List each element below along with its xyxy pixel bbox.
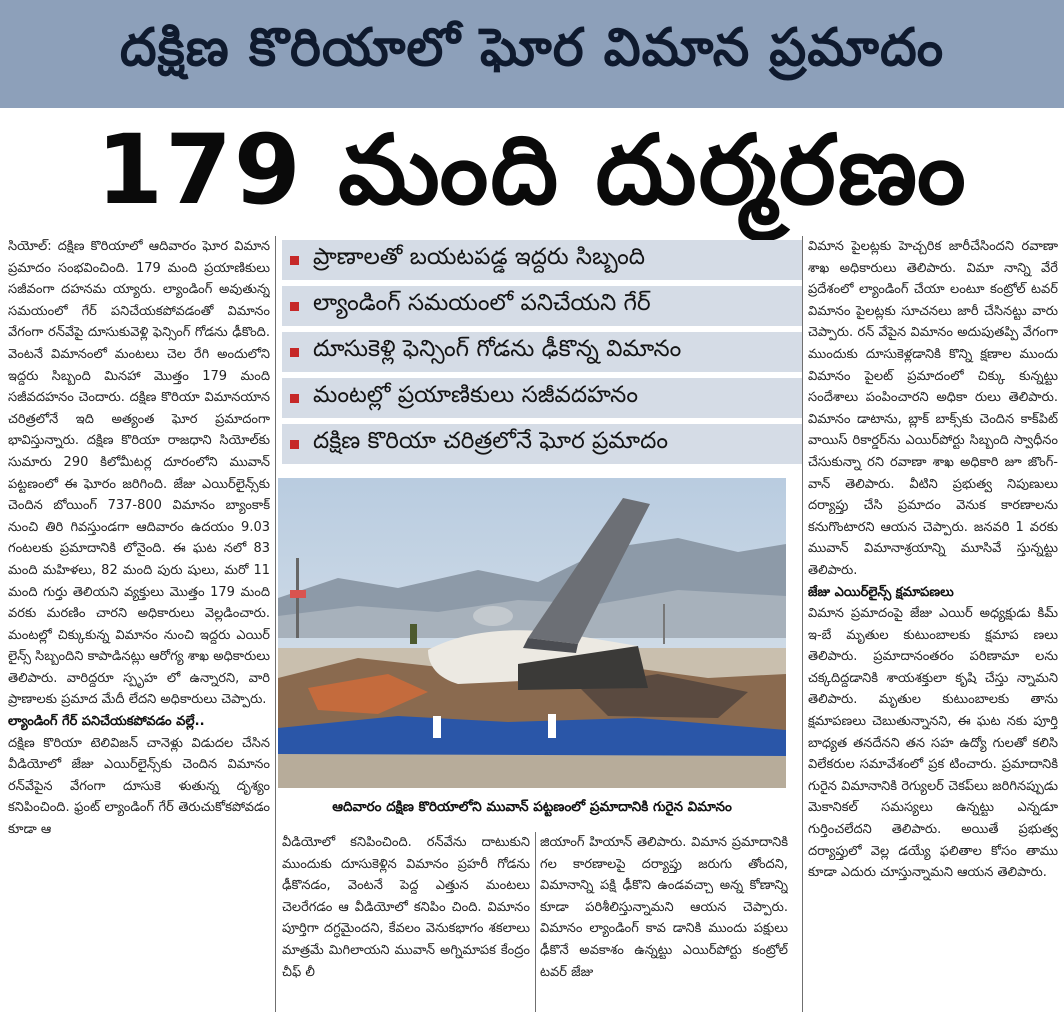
column-divider-1 (275, 236, 276, 1012)
column-1-body: సియోల్: దక్షిణ కొరియాలో ఆదివారం ఘోర విమాన ప్రమాదం సంభవించింది. 179 మంది ప్రయాణికులు సజీవంగా దహనమ య్యారు. ల్యాండింగ్ అవుతున్న సమయంలో గేర్ పనిచేయకపోవడంతో విమానం వేగంగా రన్‌వేపై దూసుకువెళ్లి ఫెన్సింగ్ గోడను ఢీకొంది. వెంటనే విమానంలో మంటలు చెల రేగి అందులోని ఇద్దరు సిబ్బంది మినహా మొత్తం 179 మంది సజీవదహనం చెందారు. దక్షిణ కొరియా విమానయాన చరిత్రలోనే ఇది అత్యంత ఘోర ప్రమాదంగా భావిస్తున్నారు. దక్షిణ కొరియా రాజధాని సియోల్‌కు సుమారు 290 కిలోమీటర్ల దూరంలోని మువాన్ పట్టణంలో ఈ ఘోరం జరిగింది. జేజు ఎయిర్‌లైన్స్‌కు చెందిన బోయింగ్ 737-800 విమానం బ్యాంకాక్ నుంచి తిరి గివస్తుండగా ఆదివారం ఉదయం 9.03 గంటలకు ప్రమాదానికి లోనైంది. ఈ ఘట నలో 83 మంది మహిళలు, 82 మంది పురు షులు, మరో 11 మంది గుర్తు తెలియని వ్యక్తులు మొత్తం 179 మంది వరకు మరణిం చారని అధికారులు వెల్లడించారు. మంటల్లో చిక్కుకున్న విమానం నుంచి ఇద్దరు ఎయిర్ లైన్స్ సిబ్బందిని కాపాడినట్లు ఆరోగ్య శాఖ అధికారులు తెలిపారు. వారిద్దరూ స్పృహ లో ఉన్నారని, వారి ప్రాణాలకు ప్రమాద మేదీ లేదని అధికారులు చెప్పారు. (8, 239, 270, 708)
column-4-tail: విమాన ప్రమాదంపై జేజు ఎయిర్ అధ్యక్షుడు కిమ్ ఇ-బే మృతుల కుటుంబాలకు క్షమాప ణలు తెలిపారు. ప్రమాదానంతరం పరిణామా లను చక్కదిద్దడానికి శాయశక్తులా కృషి చేస్తు న్నామని తెలిపారు. మృతుల కుటుంబాలకు తాను క్షమాపణలు చెబుతున్నానని, ఈ ఘట నకు పూర్తి బాధ్యత తనదేనని తన సహ ఉద్యో గులతో కలిసి విలేకరుల సమావేశంలో ప్రక టించారు. ప్రమాదానికి గురైన విమానానికి రెగ్యులర్ చెకప్‌లు జరిగినప్పుడు మెకానికల్ సమస్యలు ఉన్నట్టు ఎన్నడూ గుర్తించలేదని తెలిపారు. అయితే ప్రభుత్వ దర్యాప్తులో వెల్ల డయ్యే ఫలితాల కోసం తాము కూడా ఎదురు చూస్తున్నామని ఆయన తెలిపారు. (808, 606, 1058, 881)
column-4-subhead: జేజు ఎయిర్‌లైన్స్ క్షమాపణలు (808, 584, 954, 600)
highlight-item (282, 286, 802, 328)
bullet-icon (290, 256, 299, 265)
headline-text: 179 మంది దుర్మరణం (96, 114, 968, 226)
highlight-text: ప్రాణాలతో బయటపడ్డ ఇద్దరు సిబ్బంది (313, 244, 645, 270)
column-1-subhead: ల్యాండింగ్ గేర్ పనిచేయకపోవడం వల్లే.. (8, 714, 205, 730)
highlight-text: మంటల్లో ప్రయాణికులు సజీవదహనం (313, 382, 638, 408)
bullet-icon (290, 348, 299, 357)
column-1-tail: దక్షిణ కొరియా టెలివిజన్ చానెళ్లు విడుదల చేసిన వీడియోలో జేజు ఎయిర్‌లైన్స్‌కు చెందిన విమానం రన్‌వేపైన వేగంగా దూసుకె ళుతున్న దృశ్యం కనిపించింది. ఫ్రంట్ ల్యాండింగ్ గేర్ తెరుచుకోకపోవడం కూడా ఆ (8, 735, 270, 838)
column-4-body: విమాన పైలట్లకు హెచ్చరిక జారీచేసిందని రవాణా శాఖ అధికారులు తెలిపారు. విమా నాన్ని వేరే ప్రదేశంలో ల్యాండింగ్ చేయా లంటూ కంట్రోల్ టవర్ విమానం పైలట్లకు సూచనలు జారీ చేసినట్టు వారు చెప్పారు. రన్ వేపైన విమానం అదుపుతప్పి వేగంగా ముందుకు దూసుకెళ్లడానికి కొన్ని క్షణాల ముందు విమానం పైలట్ ప్రమాదంలో చిక్కు కున్నట్టు సందేశాలు పంపించారని అధికా రులు తెలిపారు. విమానం డాటాను, బ్లాక్ బాక్స్‌కు చెందిన కాక్‌పిట్ వాయిస్ రికార్డర్‌ను ఎయిర్‌పోర్టు సిబ్బంది స్వాధీనం చేసుకున్నా రని రవాణా శాఖ అధికారి జూ జొంగ్-వాన్ తెలిపారు. వీటిని ప్రభుత్వ నిపుణులు దర్యాప్తు చేసి ప్రమాదం వెనుక కారణాలను కనుగొంటారని ఆయన చెప్పారు. జనవరి 1 వరకు మువాన్ విమానాశ్రయాన్ని మూసివే స్తున్నట్టు తెలిపారు. (808, 239, 1058, 578)
crash-photo (278, 478, 786, 788)
highlight-text: దూసుకెళ్లి ఫెన్సింగ్ గోడను ఢీకొన్న విమానం (313, 336, 682, 362)
column-divider-3 (802, 236, 803, 1012)
highlight-text: ల్యాండింగ్ సమయంలో పనిచేయని గేర్ (313, 290, 651, 316)
bullet-icon (290, 440, 299, 449)
highlight-item (282, 332, 802, 374)
kicker-banner (0, 0, 1064, 108)
column-3-body: జియాంగ్ హియాన్ తెలిపారు. విమాన ప్రమాదానికి గల కారణాలపై దర్యాప్తు జరుగు తోందని, విమానాన్ని పక్షి ఢీకొని ఉండవచ్చా అన్న కోణాన్ని కూడా పరిశీలిస్తున్నామని ఆయన చెప్పారు. విమానం ల్యాండింగ్ కావ డానికి ముందు పక్షులు ఢీకొనే అవకాశం ఉన్నట్టు ఎయిర్‌పోర్టు కంట్రోల్ టవర్ జేజు (540, 835, 788, 980)
photo-caption: ఆదివారం దక్షిణ కొరియాలోని మువాన్ పట్టణంలో ప్రమాదానికి గురైన విమానం (332, 798, 732, 815)
highlight-item (282, 240, 802, 282)
column-divider-2 (535, 832, 536, 1012)
kicker-text: దక్షిణ కొరియాలో ఘోర విమాన ప్రమాదం (119, 17, 945, 78)
bullet-icon (290, 302, 299, 311)
column-2-body: వీడియోలో కనిపించింది. రన్‌వేను దాటుకుని ముందుకు దూసుకెళ్లిన విమానం ప్రహరీ గోడను ఢీకొనడం, వెంటనే పెద్ద ఎత్తున మంటలు చెలరేగడం ఆ వీడియోలో కనిపిం చింది. విమానం పూర్తిగా దగ్ధమైందని, కేవలం వెనుకభాగం శకలాలు మాత్రమే మిగిలాయని మువాన్ అగ్నిమాపక కేంద్రం చీఫ్ లీ (282, 835, 530, 980)
highlight-text: దక్షిణ కొరియా చరిత్రలోనే ఘోర ప్రమాదం (313, 428, 668, 454)
highlight-item (282, 424, 802, 466)
bullet-icon (290, 394, 299, 403)
highlight-item (282, 378, 802, 420)
article-column-3 (540, 832, 788, 1012)
article-column-4 (808, 236, 1058, 1012)
article-column-2 (282, 832, 530, 1012)
highlights-box (282, 240, 802, 472)
article-column-1 (8, 236, 270, 1012)
headline (0, 108, 1064, 232)
